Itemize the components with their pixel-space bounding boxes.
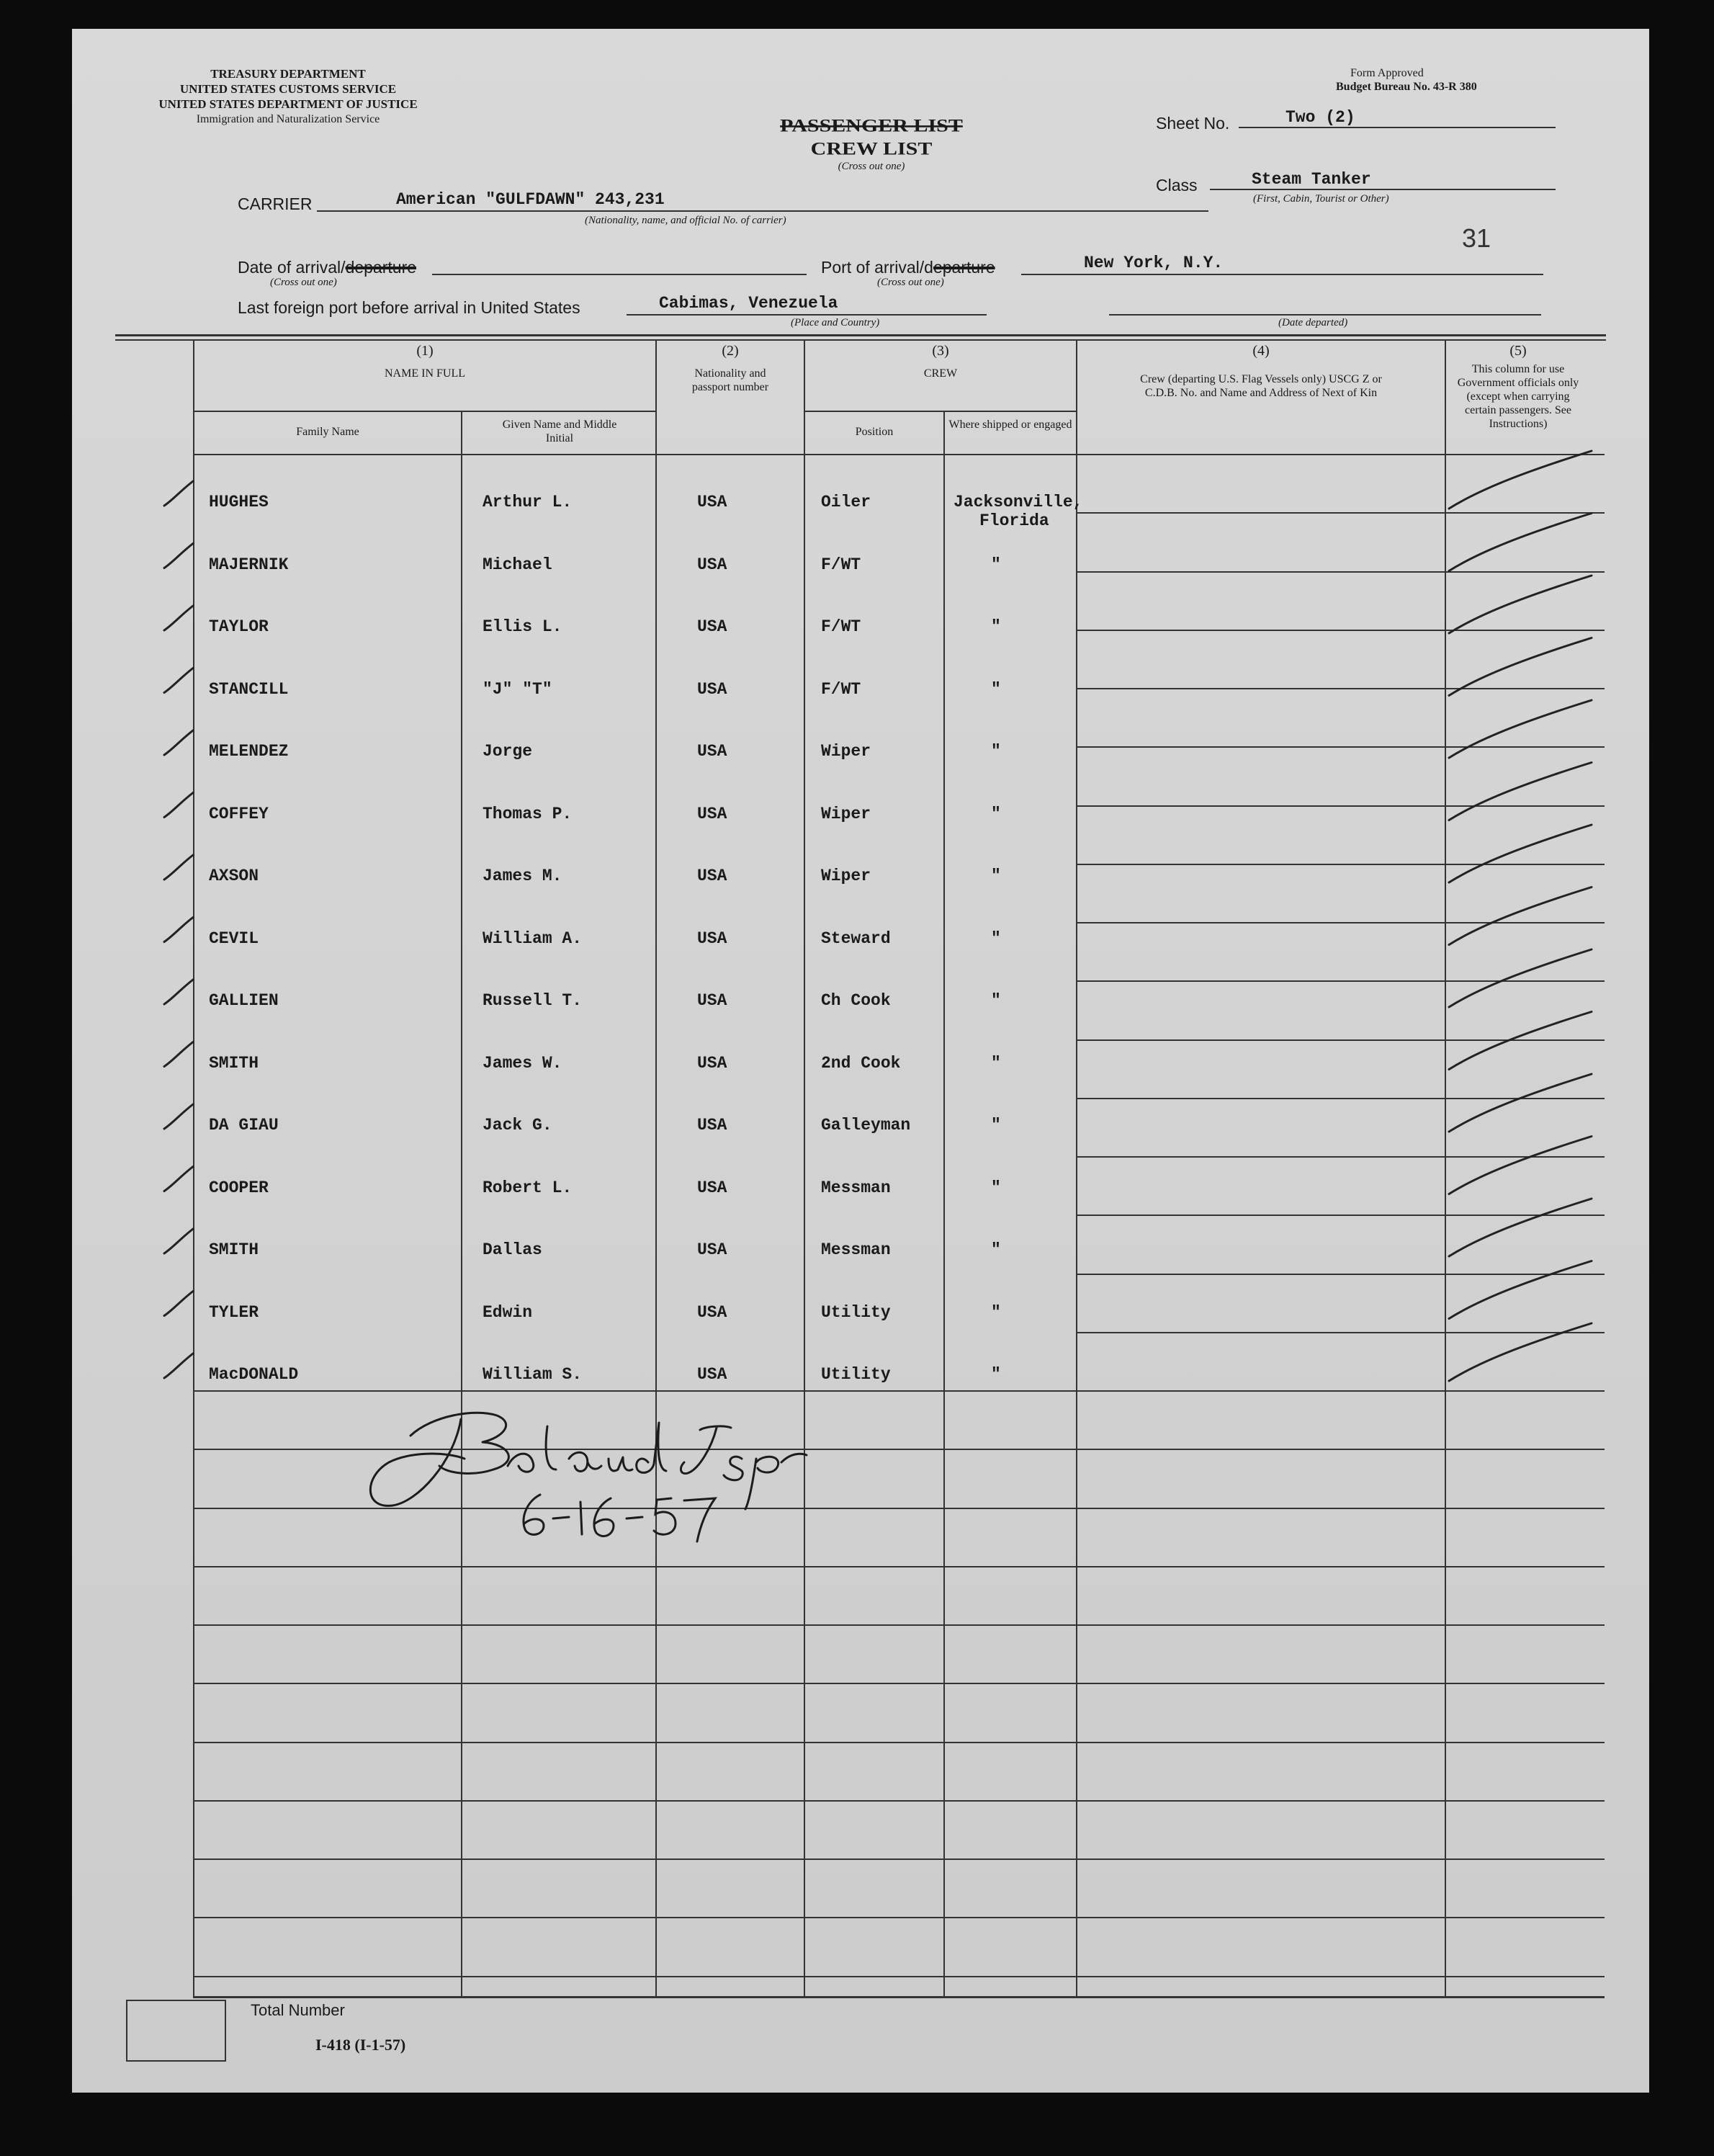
government-slash-mark — [1449, 700, 1592, 758]
given-name-header: Given Name and Middle Initial — [502, 419, 617, 444]
col-line-family — [461, 411, 462, 1996]
col-line-crew — [1076, 339, 1077, 1996]
row-rule — [193, 1742, 1605, 1743]
cell-nationality: USA — [697, 1053, 727, 1073]
sheet-value: Two (2) — [1286, 108, 1355, 127]
check-mark — [164, 1229, 193, 1253]
row-rule — [1076, 922, 1605, 923]
col4-number: (4) — [1252, 343, 1270, 359]
carrier-label: CARRIER — [238, 194, 313, 213]
date-departure-struck: departure — [345, 258, 417, 277]
crew-subheader-rule — [804, 411, 1076, 412]
row-rule — [1076, 1332, 1605, 1333]
passenger-list-title-struck: PASSENGER LIST — [780, 115, 963, 136]
col-line-left — [193, 339, 194, 1996]
crew-list-form — [72, 29, 1649, 2093]
cell-family: TAYLOR — [209, 617, 269, 636]
cell-position: F/WT — [821, 617, 861, 636]
class-label: Class — [1156, 176, 1198, 194]
date-departed-underline — [1109, 314, 1541, 316]
family-name-header: Family Name — [296, 426, 359, 438]
cell-where: " — [991, 1053, 1001, 1073]
page-number: 31 — [1462, 223, 1491, 253]
check-mark — [164, 606, 193, 630]
date-departed-note: (Date departed) — [1278, 317, 1348, 328]
table-bottom-rule — [193, 1996, 1605, 1998]
cell-nationality: USA — [697, 991, 727, 1010]
cell-given: Jack G. — [483, 1116, 552, 1135]
crew-list-title: CREW LIST — [810, 138, 933, 159]
form-number: I-418 (I-1-57) — [315, 2036, 406, 2054]
cell-given: Russell T. — [483, 991, 583, 1010]
row-rule — [1076, 571, 1605, 573]
government-slash-mark — [1449, 1137, 1592, 1194]
col1-header — [194, 344, 655, 380]
cell-position: Messman — [821, 1240, 891, 1259]
table-top-rule — [115, 334, 1606, 336]
check-mark — [164, 544, 193, 568]
row-rule — [1076, 688, 1605, 689]
cell-given: Robert L. — [483, 1178, 573, 1197]
check-mark — [164, 481, 193, 506]
check-mark — [164, 1292, 193, 1316]
check-mark — [164, 918, 193, 942]
cell-family: STANCILL — [209, 679, 289, 699]
form-approved: Form Approved — [1350, 67, 1424, 79]
cell-nationality: USA — [697, 1178, 727, 1197]
cell-position: Oiler — [821, 493, 871, 511]
cell-family: AXSON — [209, 867, 259, 885]
cell-family: COFFEY — [209, 804, 269, 823]
col1-number: (1) — [416, 343, 434, 359]
form-approved-block — [1336, 66, 1477, 94]
government-slash-mark — [1449, 576, 1592, 633]
carrier-note: (Nationality, name, and official No. of carrier) — [585, 215, 786, 226]
port-value: New York, N.Y. — [1084, 254, 1224, 272]
total-number-box — [126, 2000, 226, 2062]
row-rule — [193, 1508, 1605, 1509]
cell-nationality: USA — [697, 929, 727, 948]
sheet-label: Sheet No. — [1156, 114, 1230, 133]
last-port-underline — [627, 314, 987, 316]
government-slash-mark — [1449, 763, 1592, 820]
cell-family: GALLIEN — [209, 991, 279, 1010]
row-rule — [193, 1566, 1605, 1567]
row-rule — [1076, 980, 1605, 982]
cell-family: DA GIAU — [209, 1116, 279, 1135]
check-mark — [164, 1167, 193, 1191]
cell-where: " — [991, 742, 1001, 761]
cross-out-note: (Cross out one) — [838, 161, 905, 172]
carrier-value: American "GULFDAWN" 243,231 — [396, 190, 665, 209]
cell-family: SMITH — [209, 1053, 259, 1073]
row-rule — [1076, 864, 1605, 865]
cell-where: " — [991, 929, 1001, 948]
check-mark — [164, 1042, 193, 1067]
col3-title: CREW — [923, 367, 958, 380]
inspector-signature — [370, 1413, 807, 1509]
cell-position: F/WT — [821, 555, 861, 574]
government-slash-mark — [1449, 1261, 1592, 1319]
cell-position: Wiper — [821, 867, 871, 885]
col-line-position — [943, 411, 945, 1996]
row-rule — [193, 1624, 1605, 1626]
row-rule — [1076, 805, 1605, 807]
row-rule — [193, 1683, 1605, 1684]
cell-family: HUGHES — [209, 493, 269, 511]
last-port-label: Last foreign port before arrival in United States — [238, 298, 580, 317]
row-rule — [1076, 1039, 1605, 1041]
table-top-rule-2 — [115, 339, 1606, 341]
col4-header — [1077, 344, 1445, 400]
header-bottom-rule — [193, 454, 1605, 455]
cell-family: MAJERNIK — [209, 555, 289, 574]
cell-where: " — [991, 1302, 1001, 1322]
government-slash-mark — [1449, 1074, 1592, 1132]
cell-where: " — [991, 1240, 1001, 1259]
government-slash-mark — [1449, 638, 1592, 696]
cell-given: Jorge — [483, 742, 533, 761]
class-value: Steam Tanker — [1252, 170, 1371, 189]
col3-header — [805, 344, 1076, 380]
position-header: Position — [855, 426, 894, 438]
check-mark — [164, 793, 193, 818]
cell-nationality: USA — [697, 1302, 727, 1322]
cell-where: " — [991, 867, 1001, 885]
col2-header — [657, 344, 804, 394]
cell-position: Steward — [821, 929, 891, 948]
col1-title: NAME IN FULL — [385, 367, 465, 380]
cell-where: " — [991, 991, 1001, 1010]
cell-given: Dallas — [483, 1240, 542, 1259]
check-mark — [164, 855, 193, 880]
cell-where: " — [991, 555, 1001, 574]
carrier-underline — [317, 210, 1208, 212]
col-line-nationality — [804, 339, 805, 1996]
row-rule — [1076, 1098, 1605, 1099]
agency-block — [72, 66, 504, 127]
cell-family: MacDONALD — [209, 1365, 299, 1384]
class-underline — [1210, 189, 1556, 190]
row-rule — [193, 1858, 1605, 1860]
cell-family: TYLER — [209, 1302, 259, 1322]
row-rule — [1076, 1274, 1605, 1275]
cell-where: " — [991, 1365, 1001, 1384]
class-note: (First, Cabin, Tourist or Other) — [1253, 193, 1389, 205]
cell-family: MELENDEZ — [209, 742, 289, 761]
government-slash-mark — [1449, 514, 1592, 571]
row-rule — [193, 1449, 1605, 1450]
col5-header — [1446, 344, 1590, 431]
cell-nationality: USA — [697, 493, 727, 511]
total-number-label: Total Number — [251, 2001, 345, 2019]
signature-date — [524, 1495, 715, 1542]
row-rule — [1076, 746, 1605, 748]
cell-where: " — [991, 1178, 1001, 1197]
government-slash-mark — [1449, 451, 1592, 509]
last-port-value: Cabimas, Venezuela — [659, 294, 838, 313]
row-rule — [1076, 1156, 1605, 1158]
row-rule — [193, 1976, 1605, 1977]
agency-line: TREASURY DEPARTMENT — [210, 67, 366, 81]
cell-where-line2: Florida — [979, 511, 1049, 530]
last-port-note: (Place and Country) — [791, 317, 880, 328]
check-mark — [164, 668, 193, 693]
cell-position: Messman — [821, 1178, 891, 1197]
check-mark — [164, 730, 193, 755]
cell-given: William S. — [483, 1365, 583, 1384]
port-cross-note: (Cross out one) — [877, 277, 944, 288]
cell-family: CEVIL — [209, 929, 259, 948]
cell-nationality: USA — [697, 555, 727, 574]
agency-line: UNITED STATES DEPARTMENT OF JUSTICE — [158, 97, 418, 111]
col5-title: This column for use Government officials only (except when carrying certain passengers. See Instructions) — [1457, 363, 1579, 430]
cell-nationality: USA — [697, 679, 727, 699]
row-rule — [1076, 512, 1605, 514]
government-slash-mark — [1449, 949, 1592, 1007]
cell-given: William A. — [483, 929, 583, 948]
cell-nationality: USA — [697, 742, 727, 761]
col-line-name — [655, 339, 657, 1996]
row-rule — [193, 1390, 1605, 1392]
check-mark — [164, 1104, 193, 1129]
cell-nationality: USA — [697, 617, 727, 636]
cell-position: F/WT — [821, 679, 861, 699]
port-underline — [1021, 274, 1543, 275]
cell-nationality: USA — [697, 1240, 727, 1259]
cell-family: SMITH — [209, 1240, 259, 1259]
date-arrival-underline — [432, 274, 807, 275]
col4-title: Crew (departing U.S. Flag Vessels only) USCG Z or C.D.B. No. and Name and Address of Next of Kin — [1140, 373, 1382, 399]
row-rule — [1076, 1215, 1605, 1216]
cell-where: " — [991, 617, 1001, 636]
cell-position: Utility — [821, 1365, 891, 1384]
cell-nationality: USA — [697, 1365, 727, 1384]
cell-where: Jacksonville, — [954, 493, 1083, 511]
col2-title: Nationality and passport number — [691, 367, 769, 393]
cell-given: "J" "T" — [483, 679, 552, 699]
cell-position: Ch Cook — [821, 991, 891, 1010]
col3-number: (3) — [932, 343, 949, 359]
check-mark — [164, 1354, 193, 1378]
cell-given: James M. — [483, 867, 562, 885]
port-arrival-label — [821, 258, 995, 277]
cell-nationality: USA — [697, 867, 727, 885]
cell-nationality: USA — [697, 804, 727, 823]
date-arrival-text: Date of arrival/ — [238, 258, 346, 277]
cell-given: Arthur L. — [483, 493, 573, 511]
cell-given: Edwin — [483, 1302, 533, 1322]
col5-number: (5) — [1509, 343, 1527, 359]
cell-position: 2nd Cook — [821, 1053, 901, 1073]
row-rule — [193, 1917, 1605, 1918]
cell-position: Wiper — [821, 742, 871, 761]
where-shipped-header: Where shipped or engaged — [948, 419, 1072, 431]
government-slash-mark — [1449, 825, 1592, 882]
cell-family: COOPER — [209, 1178, 269, 1197]
col2-number: (2) — [722, 343, 739, 359]
row-rule — [1076, 630, 1605, 631]
port-departure-struck: eparture — [933, 258, 995, 277]
cell-where: " — [991, 1116, 1001, 1135]
col-line-kin — [1445, 339, 1446, 1996]
budget-bureau-number: Budget Bureau No. 43-R 380 — [1336, 81, 1477, 93]
date-cross-note: (Cross out one) — [270, 277, 337, 288]
name-subheader-rule — [193, 411, 655, 412]
cell-position: Wiper — [821, 804, 871, 823]
agency-line: Immigration and Naturalization Service — [196, 113, 380, 125]
cell-position: Utility — [821, 1302, 891, 1322]
cell-given: Ellis L. — [483, 617, 562, 636]
cell-where: " — [991, 679, 1001, 699]
cell-where: " — [991, 804, 1001, 823]
check-mark — [164, 980, 193, 1004]
government-slash-mark — [1449, 1199, 1592, 1256]
date-arrival-label — [238, 258, 416, 277]
sheet-underline — [1239, 127, 1556, 128]
cell-given: Thomas P. — [483, 804, 573, 823]
agency-line: UNITED STATES CUSTOMS SERVICE — [179, 82, 397, 96]
cell-given: Michael — [483, 555, 552, 574]
cell-position: Galleyman — [821, 1116, 911, 1135]
cell-given: James W. — [483, 1053, 562, 1073]
row-rule — [193, 1800, 1605, 1802]
cell-nationality: USA — [697, 1116, 727, 1135]
government-slash-mark — [1449, 887, 1592, 945]
port-arrival-text: Port of arrival/d — [821, 258, 933, 277]
